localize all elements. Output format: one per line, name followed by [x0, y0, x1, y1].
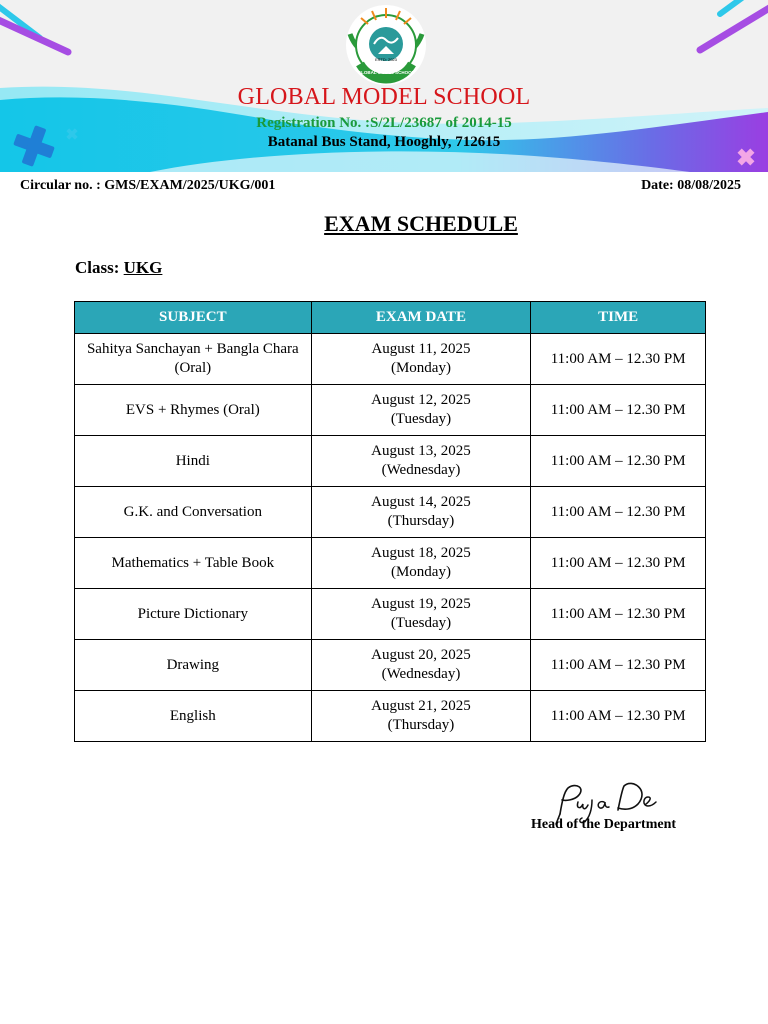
exam-date: August 18, 2025: [371, 545, 471, 561]
exam-date: August 20, 2025: [371, 647, 471, 663]
school-name: GLOBAL MODEL SCHOOL: [237, 84, 531, 110]
subject-cell: Picture Dictionary: [75, 589, 312, 640]
class-info: [75, 258, 162, 278]
time-cell: 11:00 AM – 12.30 PM: [531, 334, 706, 385]
document-title: EXAM SCHEDULE: [324, 211, 518, 236]
table-row: [75, 385, 706, 436]
circular-info-row: [20, 178, 741, 198]
exam-date: August 11, 2025: [371, 341, 471, 357]
subject-cell: G.K. and Conversation: [75, 487, 312, 538]
subject-cell: English: [75, 691, 312, 742]
header-exam-date: EXAM DATE: [311, 302, 531, 334]
header-subject: SUBJECT: [75, 302, 312, 334]
exam-day: (Thursday): [387, 513, 455, 529]
date-cell: [311, 385, 531, 436]
exam-day: (Tuesday): [390, 615, 452, 631]
date-cell: [311, 334, 531, 385]
class-label: Class:: [75, 258, 120, 277]
time-cell: 11:00 AM – 12.30 PM: [531, 691, 706, 742]
subject-cell: Sahitya Sanchayan + Bangla Chara (Oral): [75, 334, 312, 385]
time-cell: 11:00 AM – 12.30 PM: [531, 589, 706, 640]
date-cell: [311, 589, 531, 640]
exam-date: August 14, 2025: [371, 494, 471, 510]
exam-schedule-table: [74, 301, 706, 742]
class-value: UKG: [123, 258, 163, 277]
table-header-row: [75, 302, 706, 334]
circular-number: Circular no. : GMS/EXAM/2025/UKG/001: [20, 178, 276, 193]
exam-date: August 19, 2025: [371, 596, 471, 612]
time-cell: 11:00 AM – 12.30 PM: [531, 436, 706, 487]
registration-number: Registration No. :S/2L/23687 of 2014-15: [256, 115, 512, 131]
date-cell: [311, 538, 531, 589]
table-row: [75, 436, 706, 487]
exam-date: August 12, 2025: [371, 392, 471, 408]
logo-estd-text: ESTD: 2023: [375, 57, 397, 62]
time-cell: 11:00 AM – 12.30 PM: [531, 385, 706, 436]
school-logo: [342, 4, 430, 86]
exam-day: (Wednesday): [381, 462, 461, 478]
subject-cell: Drawing: [75, 640, 312, 691]
exam-day: (Monday): [390, 360, 451, 376]
time-cell: 11:00 AM – 12.30 PM: [531, 640, 706, 691]
date-cell: [311, 640, 531, 691]
logo-ring-text: GLOBAL MODEL SCHOOL: [357, 70, 415, 75]
exam-day: (Thursday): [387, 717, 455, 733]
exam-day: (Wednesday): [381, 666, 461, 682]
subject-cell: Mathematics + Table Book: [75, 538, 312, 589]
exam-date: August 21, 2025: [371, 698, 471, 714]
table-row: [75, 538, 706, 589]
time-cell: 11:00 AM – 12.30 PM: [531, 538, 706, 589]
subject-cell: EVS + Rhymes (Oral): [75, 385, 312, 436]
exam-day: (Monday): [390, 564, 451, 580]
table-row: [75, 589, 706, 640]
exam-day: (Tuesday): [390, 411, 452, 427]
date-cell: [311, 691, 531, 742]
table-row: [75, 640, 706, 691]
date-cell: [311, 436, 531, 487]
time-cell: 11:00 AM – 12.30 PM: [531, 487, 706, 538]
circular-date: Date: 08/08/2025: [641, 178, 741, 193]
exam-date: August 13, 2025: [371, 443, 471, 459]
header-time: TIME: [531, 302, 706, 334]
header-banner: [0, 0, 768, 172]
table-row: [75, 691, 706, 742]
subject-cell: Hindi: [75, 436, 312, 487]
date-cell: [311, 487, 531, 538]
table-row: [75, 487, 706, 538]
table-row: [75, 334, 706, 385]
school-address: Batanal Bus Stand, Hooghly, 712615: [267, 134, 501, 150]
signatory-title: Head of the Department: [531, 817, 677, 832]
